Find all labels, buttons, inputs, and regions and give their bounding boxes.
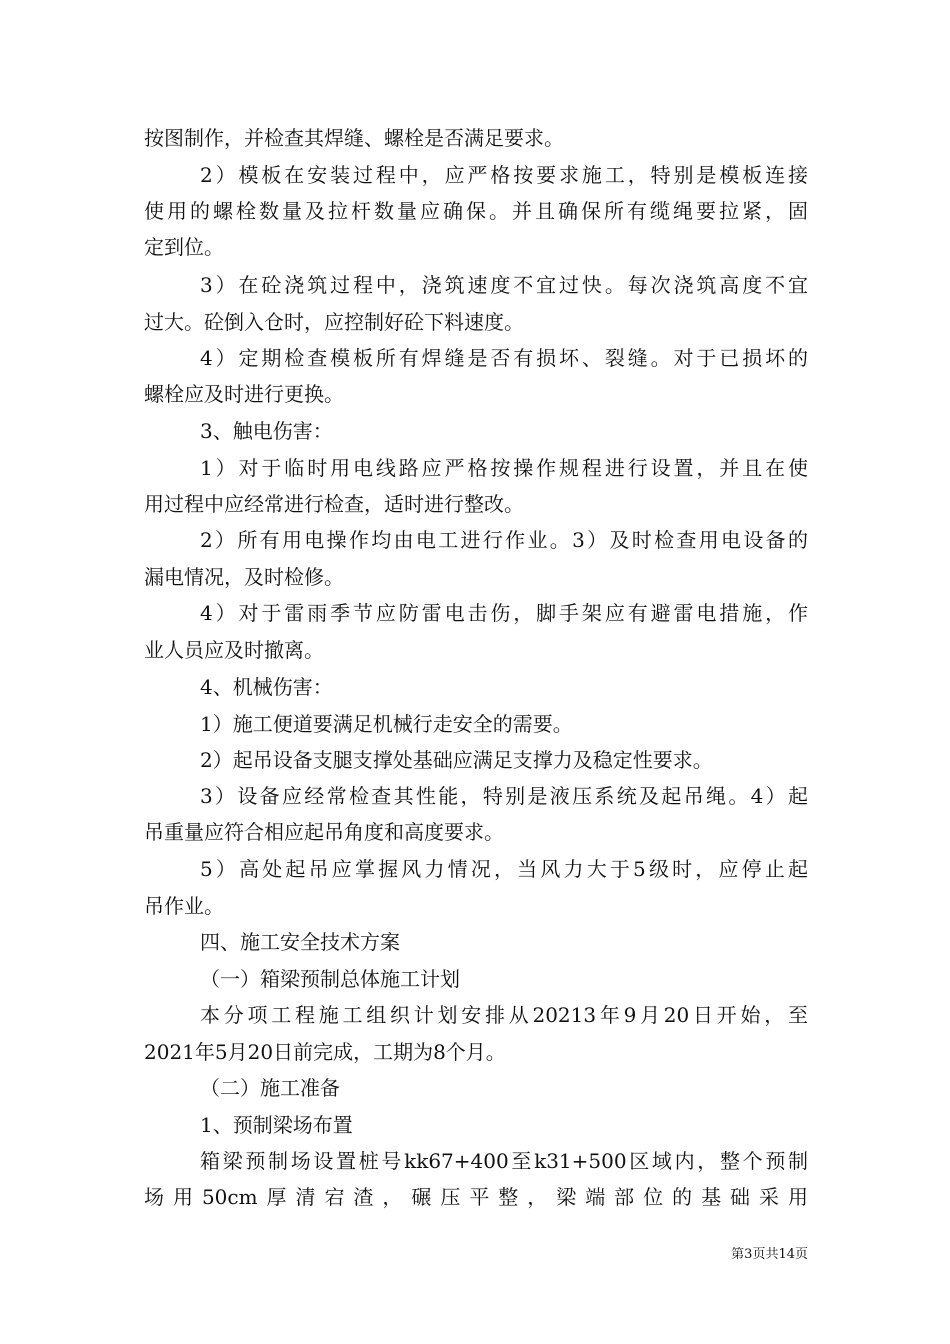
paragraph-line: 场用50cm厚清宕渣，碾压平整，梁端部位的基础采用 — [144, 1185, 808, 1209]
paragraph-line: 按图制作，并检查其焊缝、螺栓是否满足要求。 — [144, 126, 564, 150]
paragraph-line: 4）定期检查模板所有焊缝是否有损坏、裂缝。对于已损坏的 — [200, 346, 808, 370]
paragraph-line: 3）在砼浇筑过程中，浇筑速度不宜过快。每次浇筑高度不宜 — [200, 273, 808, 297]
paragraph-line: 4）对于雷雨季节应防雷电击伤，脚手架应有避雷电措施，作 — [200, 601, 808, 625]
paragraph-line: 使用的螺栓数量及拉杆数量应确保。并且确保所有缆绳要拉紧，固 — [144, 199, 808, 223]
paragraph-line: 2）所有用电操作均由电工进行作业。3）及时检查用电设备的 — [200, 528, 808, 552]
paragraph-line: 定到位。 — [144, 235, 224, 259]
paragraph-line: 2021年5月20日前完成，工期为8个月。 — [144, 1040, 506, 1064]
paragraph-line: 吊重量应符合相应起吊角度和高度要求。 — [144, 820, 504, 844]
paragraph-line: 5）高处起吊应掌握风力情况，当风力大于5级时，应停止起 — [200, 857, 808, 881]
page-number-footer: 第3页共14页 — [731, 1247, 808, 1262]
paragraph-line: 2）起吊设备支腿支撑处基础应满足支撑力及稳定性要求。 — [200, 748, 713, 772]
paragraph-line: 本分项工程施工组织计划安排从20213年9月20日开始，至 — [200, 1003, 808, 1027]
paragraph-line: 箱梁预制场设置桩号kk67+400至k31+500区域内，整个预制 — [200, 1149, 808, 1173]
paragraph-line: 1）对于临时用电线路应严格按操作规程进行设置，并且在使 — [200, 456, 808, 480]
paragraph-line: 2）模板在安装过程中，应严格按要求施工，特别是模板连接 — [200, 163, 808, 187]
section-heading: 四、施工安全技术方案 — [200, 930, 400, 954]
paragraph-line: 3）设备应经常检查其性能，特别是液压系统及起吊绳。4）起 — [200, 784, 808, 808]
section-heading: 1、预制梁场布置 — [200, 1113, 353, 1137]
subsection-heading: （一）箱梁预制总体施工计划 — [200, 967, 460, 991]
subsection-heading: （二）施工准备 — [200, 1076, 340, 1100]
paragraph-line: 用过程中应经常进行检查，适时进行整改。 — [144, 492, 524, 516]
section-heading: 4、机械伤害： — [200, 675, 333, 699]
paragraph-line: 业人员应及时撤离。 — [144, 638, 324, 662]
paragraph-line: 过大。砼倒入仓时，应控制好砼下料速度。 — [144, 310, 524, 334]
paragraph-line: 漏电情况，及时检修。 — [144, 565, 344, 589]
paragraph-line: 1）施工便道要满足机械行走安全的需要。 — [200, 712, 573, 736]
section-heading: 3、触电伤害： — [200, 419, 333, 443]
paragraph-line: 吊作业。 — [144, 894, 224, 918]
paragraph-line: 螺栓应及时进行更换。 — [144, 382, 344, 406]
